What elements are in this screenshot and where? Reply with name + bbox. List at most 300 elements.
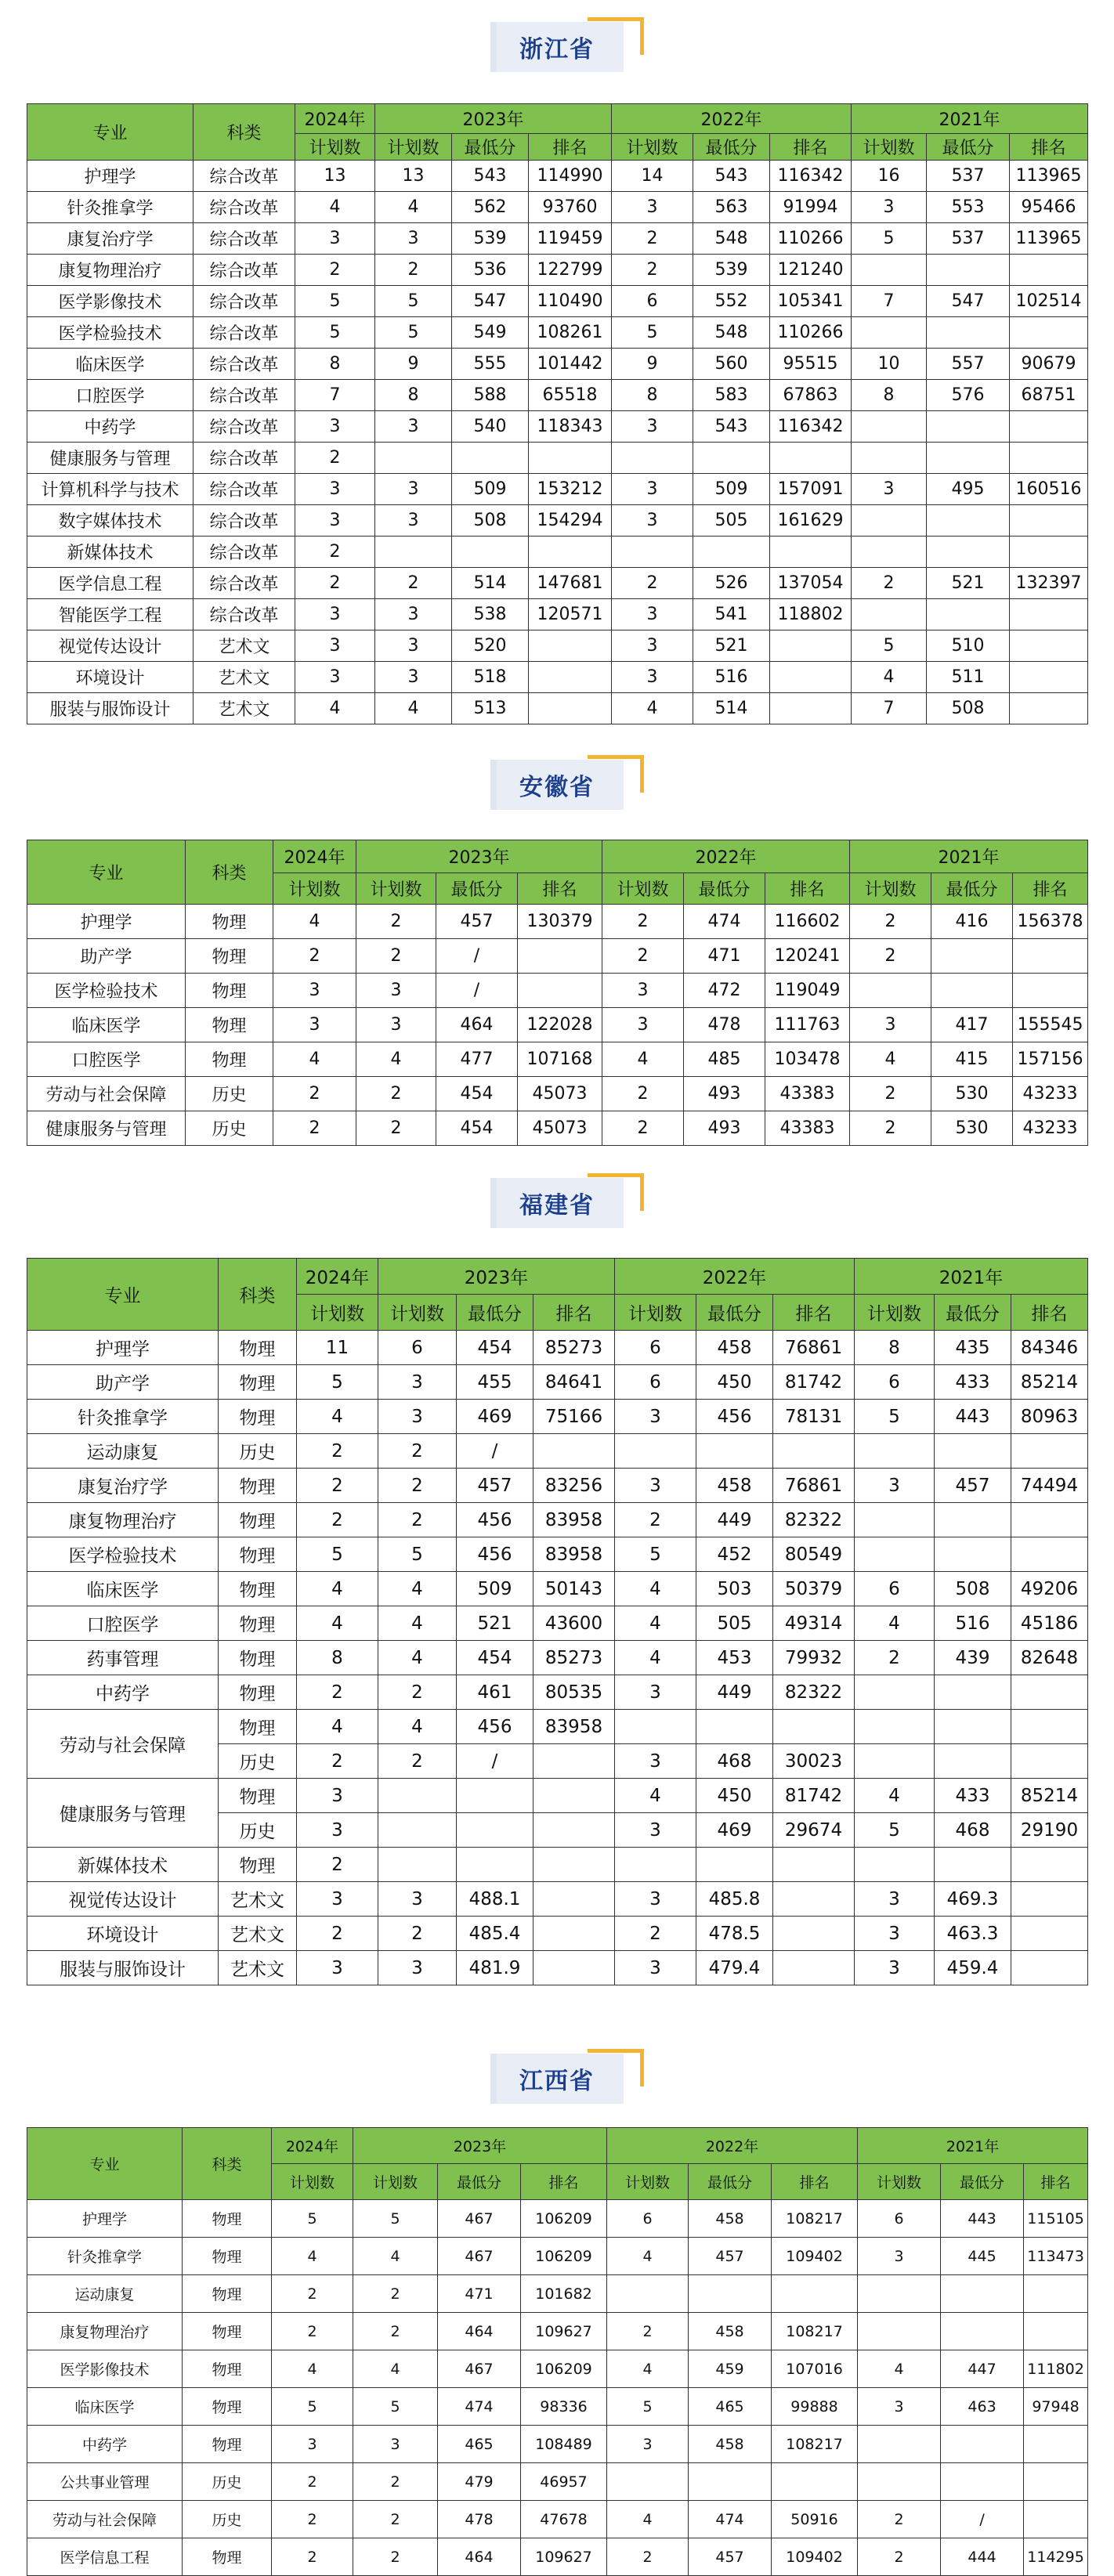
table-cell: 4 xyxy=(295,192,375,223)
table-row xyxy=(27,161,1088,192)
table-cell: 3 xyxy=(295,505,375,537)
table-cell: 物理 xyxy=(219,1779,297,1813)
table-cell xyxy=(1011,1503,1088,1537)
table-cell: 81742 xyxy=(773,1365,855,1400)
table-cell xyxy=(452,443,529,474)
table-cell xyxy=(378,1813,457,1848)
table-cell: 2 xyxy=(602,939,684,974)
table-cell: 2 xyxy=(297,1917,378,1951)
table-cell: 2 xyxy=(273,1111,356,1146)
major-name-cell: 护理学 xyxy=(27,161,194,192)
table-cell: 509 xyxy=(457,1572,533,1606)
table-cell: 510 xyxy=(927,630,1010,662)
table-cell: 467 xyxy=(438,2350,521,2388)
table-cell: 物理 xyxy=(186,905,273,939)
table-cell: 物理 xyxy=(219,1675,297,1710)
major-name-cell: 医学检验技术 xyxy=(27,974,186,1008)
admission-table-jiangxi xyxy=(27,2127,1088,2576)
table-cell: 物理 xyxy=(183,2538,272,2576)
table-cell xyxy=(935,1848,1011,1882)
table-cell xyxy=(855,1848,935,1882)
table-cell: 464 xyxy=(438,2538,521,2576)
table-cell: 综合改革 xyxy=(194,192,295,223)
table-cell: 67863 xyxy=(770,380,852,411)
table-cell: 471 xyxy=(438,2275,521,2313)
table-cell: 3 xyxy=(855,1917,935,1951)
table-cell xyxy=(1010,693,1088,724)
table-cell: 114990 xyxy=(529,161,612,192)
table-cell: 3 xyxy=(615,1675,696,1710)
table-cell xyxy=(533,1848,615,1882)
table-cell: 521 xyxy=(693,630,770,662)
table-cell xyxy=(770,662,852,693)
header-min-score: 最低分 xyxy=(438,2164,521,2200)
table-cell: 560 xyxy=(693,349,770,380)
table-row xyxy=(27,630,1088,662)
table-cell: 505 xyxy=(696,1606,773,1641)
table-cell: 5 xyxy=(375,317,452,349)
table-row xyxy=(27,1008,1088,1042)
table-row xyxy=(27,662,1088,693)
table-cell: 478.5 xyxy=(696,1917,773,1951)
table-cell: 2 xyxy=(295,255,375,286)
table-cell: 108217 xyxy=(772,2200,858,2238)
table-cell xyxy=(689,2463,772,2501)
table-cell xyxy=(375,443,452,474)
table-cell: 463.3 xyxy=(935,1917,1011,1951)
major-name-cell: 康复治疗学 xyxy=(27,1469,219,1503)
table-cell xyxy=(927,255,1010,286)
major-name-cell: 医学影像技术 xyxy=(27,2350,183,2388)
table-cell xyxy=(529,630,612,662)
header-year-2021: 2021年 xyxy=(858,2128,1088,2164)
table-cell: 5 xyxy=(297,1537,378,1572)
table-cell: 2 xyxy=(615,1917,696,1951)
table-cell: 8 xyxy=(852,380,927,411)
table-cell: 14 xyxy=(612,161,693,192)
table-cell xyxy=(941,2313,1024,2350)
table-cell: 历史 xyxy=(219,1813,297,1848)
table-cell: 458 xyxy=(696,1469,773,1503)
table-cell: 445 xyxy=(941,2238,1024,2275)
table-cell: 472 xyxy=(684,974,765,1008)
table-cell xyxy=(927,537,1010,568)
table-cell: 3 xyxy=(295,411,375,443)
table-row xyxy=(27,537,1088,568)
table-cell xyxy=(1010,630,1088,662)
province-title-jiangxi xyxy=(0,2047,1114,2110)
table-cell: 82648 xyxy=(1011,1641,1088,1675)
table-cell xyxy=(1010,537,1088,568)
header-rank: 排名 xyxy=(770,134,852,161)
table-cell: 43233 xyxy=(1013,1111,1088,1146)
header-rank: 排名 xyxy=(772,2164,858,2200)
table-cell: 2 xyxy=(353,2275,438,2313)
table-row xyxy=(27,2501,1088,2538)
header-min-score: 最低分 xyxy=(693,134,770,161)
table-cell: 2 xyxy=(356,1077,436,1111)
table-cell: 43233 xyxy=(1013,1077,1088,1111)
table-cell: / xyxy=(457,1434,533,1469)
table-cell: 118802 xyxy=(770,599,852,630)
header-year-2023: 2023年 xyxy=(356,840,602,873)
table-cell: 3 xyxy=(356,974,436,1008)
table-cell: 2 xyxy=(858,2538,941,2576)
table-cell: 465 xyxy=(689,2388,772,2426)
table-cell: 518 xyxy=(452,662,529,693)
table-cell: 548 xyxy=(693,317,770,349)
table-cell: 29674 xyxy=(773,1813,855,1848)
table-cell: 4 xyxy=(356,1042,436,1077)
table-cell: 508 xyxy=(452,505,529,537)
header-plan: 计划数 xyxy=(855,1295,935,1331)
table-row xyxy=(27,192,1088,223)
table-cell xyxy=(1011,1675,1088,1710)
table-cell: 153212 xyxy=(529,474,612,505)
table-cell xyxy=(533,1917,615,1951)
table-cell: 4 xyxy=(272,2350,353,2388)
province-name: 福建省 xyxy=(519,1192,595,1219)
table-cell: 109402 xyxy=(772,2238,858,2275)
table-cell: 物理 xyxy=(219,1606,297,1641)
table-cell: 562 xyxy=(452,192,529,223)
table-cell: 2 xyxy=(375,568,452,599)
table-cell: 467 xyxy=(438,2200,521,2238)
table-cell: 74494 xyxy=(1011,1469,1088,1503)
table-cell: 9 xyxy=(612,349,693,380)
table-cell: 艺术文 xyxy=(194,693,295,724)
table-cell: 49314 xyxy=(773,1606,855,1641)
table-cell: 45073 xyxy=(518,1077,602,1111)
table-cell xyxy=(1024,2313,1088,2350)
table-cell: 历史 xyxy=(219,1434,297,1469)
table-cell xyxy=(615,1848,696,1882)
header-rank: 排名 xyxy=(521,2164,607,2200)
table-cell: 3 xyxy=(295,599,375,630)
table-cell: 543 xyxy=(693,411,770,443)
table-cell xyxy=(457,1848,533,1882)
table-cell: 4 xyxy=(615,1779,696,1813)
header-rank: 排名 xyxy=(518,873,602,905)
header-year-2021: 2021年 xyxy=(852,104,1088,134)
header-min-score: 最低分 xyxy=(689,2164,772,2200)
table-cell: 548 xyxy=(693,223,770,255)
table-cell: 416 xyxy=(931,905,1013,939)
table-cell xyxy=(770,693,852,724)
table-cell: 2 xyxy=(852,568,927,599)
table-cell: 4 xyxy=(858,2350,941,2388)
table-cell: 514 xyxy=(452,568,529,599)
table-cell: 物理 xyxy=(186,939,273,974)
table-cell: 3 xyxy=(375,474,452,505)
table-cell xyxy=(452,537,529,568)
table-cell xyxy=(696,1710,773,1744)
table-cell: 2 xyxy=(850,905,931,939)
major-name-cell: 新媒体技术 xyxy=(27,1848,219,1882)
table-cell: 历史 xyxy=(183,2463,272,2501)
major-name-cell: 口腔医学 xyxy=(27,1606,219,1641)
table-cell: 83958 xyxy=(533,1503,615,1537)
major-name-cell: 健康服务与管理 xyxy=(27,443,194,474)
table-cell: 物理 xyxy=(183,2238,272,2275)
table-cell xyxy=(378,1848,457,1882)
province-title-box xyxy=(490,22,624,72)
table-cell: 452 xyxy=(696,1537,773,1572)
table-cell xyxy=(931,939,1013,974)
table-row xyxy=(27,2313,1088,2350)
table-cell: 468 xyxy=(935,1813,1011,1848)
table-row xyxy=(27,443,1088,474)
province-name: 江西省 xyxy=(519,2068,595,2095)
table-cell: 2 xyxy=(273,1077,356,1111)
table-cell: 530 xyxy=(931,1111,1013,1146)
table-cell xyxy=(772,2463,858,2501)
table-cell xyxy=(612,443,693,474)
header-major: 专业 xyxy=(27,104,194,161)
header-min-score: 最低分 xyxy=(935,1295,1011,1331)
table-row xyxy=(27,2275,1088,2313)
table-cell: 2 xyxy=(356,905,436,939)
table-row xyxy=(27,505,1088,537)
table-cell: 479 xyxy=(438,2463,521,2501)
table-cell: 465 xyxy=(438,2426,521,2463)
table-cell: 439 xyxy=(935,1641,1011,1675)
table-cell: 历史 xyxy=(219,1744,297,1779)
major-name-cell: 口腔医学 xyxy=(27,380,194,411)
table-cell: 103478 xyxy=(765,1042,850,1077)
table-cell: 物理 xyxy=(183,2426,272,2463)
table-cell: 513 xyxy=(452,693,529,724)
table-cell: 5 xyxy=(295,286,375,317)
table-cell: 2 xyxy=(297,1675,378,1710)
table-cell: 综合改革 xyxy=(194,286,295,317)
table-cell xyxy=(852,411,927,443)
table-cell: 4 xyxy=(375,192,452,223)
table-cell xyxy=(607,2463,689,2501)
table-cell: 3 xyxy=(295,474,375,505)
table-cell: 4 xyxy=(615,1641,696,1675)
table-cell: 539 xyxy=(693,255,770,286)
table-cell: 3 xyxy=(615,1882,696,1917)
table-cell xyxy=(1011,1917,1088,1951)
table-cell: 综合改革 xyxy=(194,380,295,411)
table-cell: 2 xyxy=(850,1077,931,1111)
table-cell: 477 xyxy=(436,1042,518,1077)
table-cell: 537 xyxy=(927,223,1010,255)
table-cell: 530 xyxy=(931,1077,1013,1111)
table-cell: 物理 xyxy=(186,974,273,1008)
table-cell: 物理 xyxy=(219,1400,297,1434)
table-cell xyxy=(1011,1537,1088,1572)
table-cell xyxy=(773,1848,855,1882)
header-min-score: 最低分 xyxy=(927,134,1010,161)
title-accent xyxy=(588,1173,644,1177)
table-cell: 76861 xyxy=(773,1469,855,1503)
table-cell: 478 xyxy=(684,1008,765,1042)
header-year-2024: 2024年 xyxy=(295,104,375,134)
header-plan: 计划数 xyxy=(273,873,356,905)
table-cell: 508 xyxy=(927,693,1010,724)
major-name-cell: 医学信息工程 xyxy=(27,568,194,599)
table-cell: 综合改革 xyxy=(194,223,295,255)
table-cell: 444 xyxy=(941,2538,1024,2576)
table-cell: 90679 xyxy=(1010,349,1088,380)
table-cell xyxy=(927,443,1010,474)
table-cell: 3 xyxy=(378,1400,457,1434)
table-cell: 5 xyxy=(852,223,927,255)
table-cell: 521 xyxy=(927,568,1010,599)
table-cell: 474 xyxy=(689,2501,772,2538)
table-cell: 99888 xyxy=(772,2388,858,2426)
table-cell: 108217 xyxy=(772,2426,858,2463)
table-cell: 458 xyxy=(689,2313,772,2350)
table-cell: 物理 xyxy=(186,1042,273,1077)
table-cell: 3 xyxy=(615,1744,696,1779)
table-cell: 95515 xyxy=(770,349,852,380)
table-cell: 543 xyxy=(693,161,770,192)
table-cell xyxy=(852,599,927,630)
table-cell: 474 xyxy=(438,2388,521,2426)
table-row xyxy=(27,1572,1088,1606)
table-row xyxy=(27,255,1088,286)
table-cell: 114295 xyxy=(1024,2538,1088,2576)
table-cell: 3 xyxy=(855,1882,935,1917)
table-cell: 454 xyxy=(436,1111,518,1146)
table-cell: 4 xyxy=(615,1572,696,1606)
major-name-cell: 服装与服饰设计 xyxy=(27,693,194,724)
major-name-cell: 运动康复 xyxy=(27,2275,183,2313)
table-cell: 2 xyxy=(378,1503,457,1537)
table-cell: 3 xyxy=(612,505,693,537)
table-cell: 4 xyxy=(353,2238,438,2275)
title-accent xyxy=(640,1173,644,1211)
header-year-2024: 2024年 xyxy=(297,1259,378,1295)
table-cell: 78131 xyxy=(773,1400,855,1434)
table-cell: 543 xyxy=(452,161,529,192)
table-cell xyxy=(615,1434,696,1469)
table-cell: 2 xyxy=(272,2275,353,2313)
table-cell xyxy=(1011,1434,1088,1469)
major-name-cell: 临床医学 xyxy=(27,1008,186,1042)
table-row xyxy=(27,286,1088,317)
table-cell: 493 xyxy=(684,1077,765,1111)
table-cell: 3 xyxy=(852,192,927,223)
table-row xyxy=(27,1537,1088,1572)
province-title-fujian xyxy=(0,1172,1114,1234)
major-name-cell: 康复物理治疗 xyxy=(27,2313,183,2350)
table-cell: 6 xyxy=(612,286,693,317)
table-cell: 65518 xyxy=(529,380,612,411)
table-cell: 110490 xyxy=(529,286,612,317)
header-major: 专业 xyxy=(27,1259,219,1331)
table-cell: 3 xyxy=(353,2426,438,2463)
province-title-box xyxy=(490,1178,624,1228)
table-cell: 116602 xyxy=(765,905,850,939)
table-cell: 物理 xyxy=(219,1469,297,1503)
table-cell: 3 xyxy=(295,223,375,255)
header-year-2024: 2024年 xyxy=(273,840,356,873)
table-cell: 4 xyxy=(378,1710,457,1744)
header-plan: 计划数 xyxy=(607,2164,689,2200)
table-cell: 485.8 xyxy=(696,1882,773,1917)
table-cell: 5 xyxy=(297,1365,378,1400)
table-cell: 5 xyxy=(855,1400,935,1434)
table-row xyxy=(27,1848,1088,1882)
header-rank: 排名 xyxy=(765,873,850,905)
table-cell xyxy=(1010,317,1088,349)
table-cell xyxy=(689,2275,772,2313)
table-row xyxy=(27,1710,1088,1744)
major-name-cell: 针灸推拿学 xyxy=(27,1400,219,1434)
header-plan: 计划数 xyxy=(353,2164,438,2200)
table-cell: 457 xyxy=(689,2238,772,2275)
table-cell: 557 xyxy=(927,349,1010,380)
table-cell: 110266 xyxy=(770,317,852,349)
major-name-cell: 康复物理治疗 xyxy=(27,255,194,286)
table-cell: 29190 xyxy=(1011,1813,1088,1848)
header-min-score: 最低分 xyxy=(452,134,529,161)
header-major: 专业 xyxy=(27,2128,183,2200)
table-cell: 508 xyxy=(935,1572,1011,1606)
table-cell: 549 xyxy=(452,317,529,349)
table-row xyxy=(27,2388,1088,2426)
table-cell: 447 xyxy=(941,2350,1024,2388)
table-cell xyxy=(1024,2275,1088,2313)
table-row xyxy=(27,693,1088,724)
table-cell: 2 xyxy=(297,1434,378,1469)
table-cell: 2 xyxy=(295,443,375,474)
table-row xyxy=(27,1503,1088,1537)
table-cell: 81742 xyxy=(773,1779,855,1813)
major-name-cell: 视觉传达设计 xyxy=(27,630,194,662)
table-row xyxy=(27,223,1088,255)
table-cell xyxy=(1011,1848,1088,1882)
table-cell: 3 xyxy=(297,1882,378,1917)
table-cell: 83256 xyxy=(533,1469,615,1503)
table-cell xyxy=(533,1813,615,1848)
table-cell: 161629 xyxy=(770,505,852,537)
table-cell: 106209 xyxy=(521,2350,607,2388)
table-cell: 536 xyxy=(452,255,529,286)
table-cell xyxy=(858,2463,941,2501)
table-cell: 9 xyxy=(375,349,452,380)
table-cell: 3 xyxy=(375,223,452,255)
major-name-cell: 劳动与社会保障 xyxy=(27,2501,183,2538)
table-cell: 2 xyxy=(615,1503,696,1537)
table-cell: 2 xyxy=(353,2463,438,2501)
header-plan: 计划数 xyxy=(297,1295,378,1331)
table-row xyxy=(27,2238,1088,2275)
table-cell: 467 xyxy=(438,2238,521,2275)
table-cell: 45073 xyxy=(518,1111,602,1146)
table-cell: 8 xyxy=(855,1331,935,1365)
major-name-cell: 健康服务与管理 xyxy=(27,1111,186,1146)
header-year-2022: 2022年 xyxy=(615,1259,855,1295)
table-cell: 4 xyxy=(273,1042,356,1077)
title-accent xyxy=(588,755,644,759)
table-cell: 116342 xyxy=(770,411,852,443)
table-row xyxy=(27,974,1088,1008)
table-cell xyxy=(941,2463,1024,2501)
table-row xyxy=(27,1675,1088,1710)
table-cell: 459.4 xyxy=(935,1951,1011,1985)
table-cell: 83958 xyxy=(533,1710,615,1744)
table-cell: 5 xyxy=(295,317,375,349)
table-cell: 85273 xyxy=(533,1331,615,1365)
table-cell xyxy=(378,1779,457,1813)
table-cell: 540 xyxy=(452,411,529,443)
table-cell: 493 xyxy=(684,1111,765,1146)
